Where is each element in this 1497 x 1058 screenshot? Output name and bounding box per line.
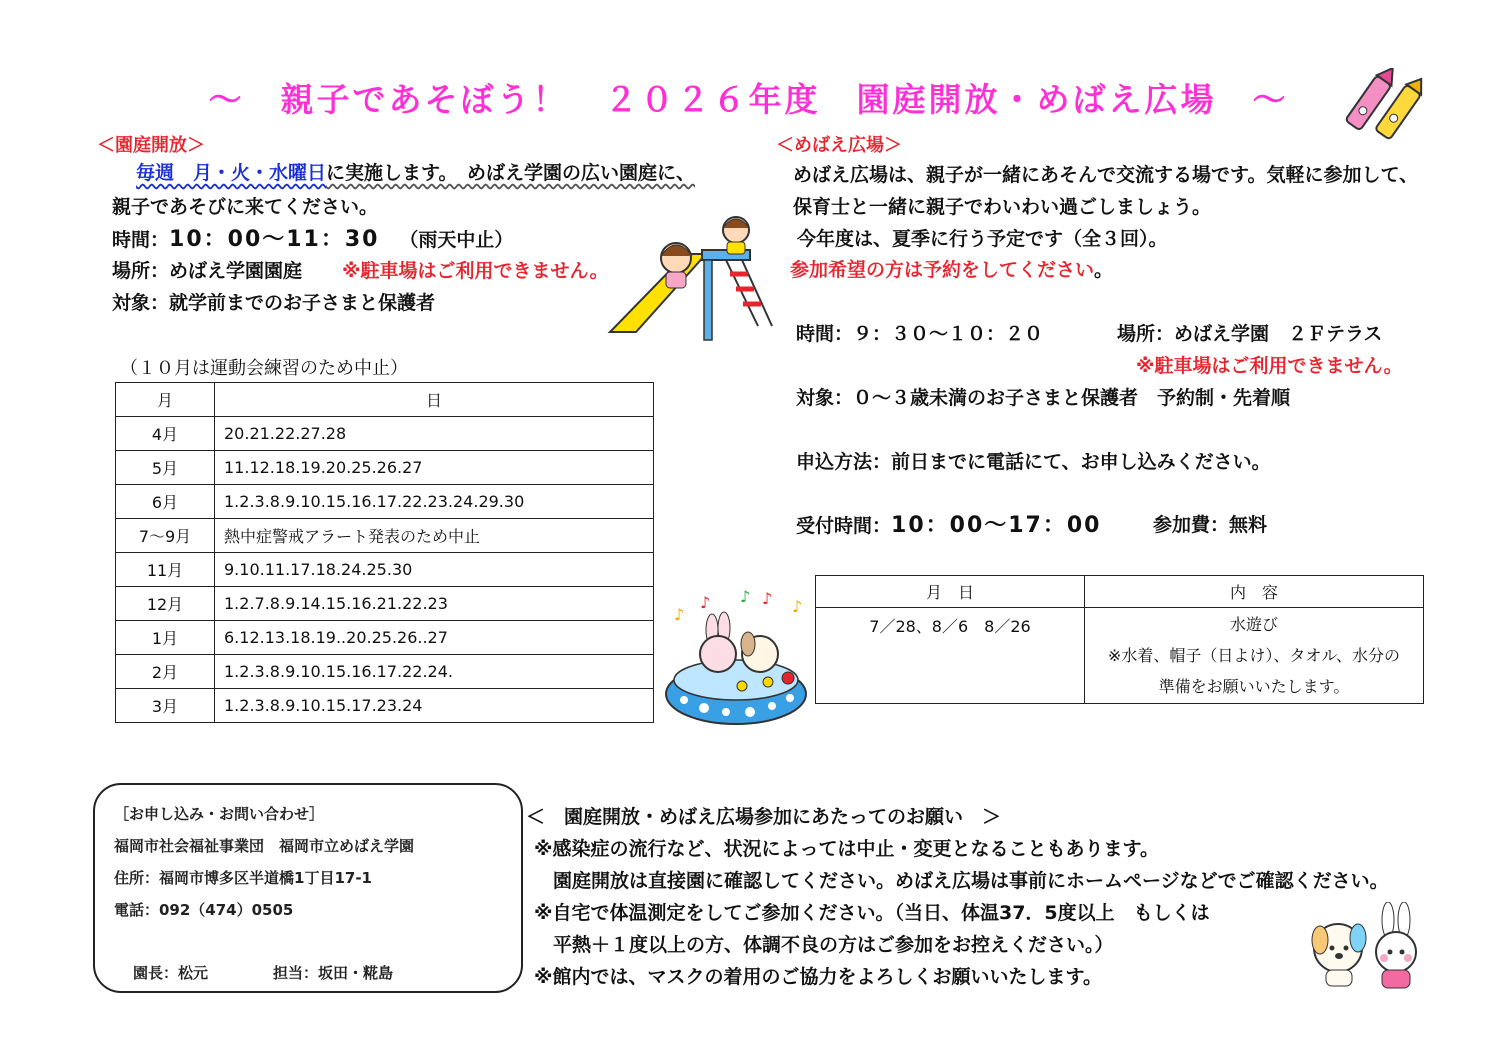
column-header-days: 日	[215, 383, 654, 417]
column-header-date: 月 日	[816, 576, 1085, 608]
contact-phone: 電話：092（474）0505	[114, 901, 294, 919]
garden-time-label: 時間：	[112, 229, 170, 251]
month-cell: 7～9月	[116, 519, 215, 553]
meb-line4-end: 。	[1094, 259, 1114, 281]
contact-staff: 担当：坂田・糀島	[273, 964, 394, 982]
meb-reception	[796, 510, 1101, 542]
month-cell: 3月	[116, 689, 215, 723]
garden-heading: ＜園庭開放＞	[97, 135, 205, 156]
month-cell: 1月	[116, 621, 215, 655]
content-line: 水遊び	[1229, 615, 1278, 634]
column-header-month: 月	[116, 383, 215, 417]
meb-parking-note: ※駐車場はご利用できません。	[1136, 355, 1403, 377]
meb-schedule-table	[815, 575, 1424, 704]
garden-place: 場所：めばえ学園園庭	[112, 260, 303, 282]
days-cell: 6.12.13.18.19..20.25.26..27	[215, 621, 654, 655]
garden-parking-note: ※駐車場はご利用できません。	[342, 260, 609, 282]
slide-children-icon	[606, 214, 786, 344]
notice-line: ※館内では、マスクの着用のご協力をよろしくお願いいたします。	[534, 966, 1102, 988]
month-cell: 12月	[116, 587, 215, 621]
garden-intro-line2: 親子であそびに来てください。	[112, 196, 379, 218]
meb-time-label: 時間：	[796, 323, 854, 345]
meb-apply: 申込方法：前日までに電話にて、お申し込みください。	[796, 451, 1271, 473]
meb-line2: 保育士と一緒に親子でわいわい過ごしましょう。	[793, 196, 1212, 218]
october-note: （１０月は運動会練習のため中止）	[120, 358, 408, 379]
date-cell: 7／28、8／6 8／26	[816, 608, 1085, 704]
meb-target: 対象：０～３歳未満のお子さまと保護者 予約制・先着順	[796, 387, 1291, 409]
pool-animals-icon	[664, 582, 814, 730]
table-row	[816, 608, 1424, 704]
dog-rabbit-icon	[1306, 902, 1426, 994]
meb-reserve-note: 参加希望の方は予約をしてください	[790, 259, 1095, 281]
month-cell: 5月	[116, 451, 215, 485]
meb-reception-value: 10：00～17：00	[891, 513, 1102, 538]
days-cell: 20.21.22.27.28	[215, 417, 654, 451]
table-row	[116, 621, 654, 655]
meb-place: 場所：めばえ学園 ２Ｆテラス	[1117, 323, 1383, 345]
content-cell	[1085, 608, 1424, 704]
meb-reception-label: 受付時間：	[796, 515, 892, 537]
meb-fee: 参加費：無料	[1153, 514, 1268, 536]
garden-intro-rest: に実施します。 めばえ学園の広い園庭に、	[326, 162, 695, 184]
table-row	[116, 485, 654, 519]
meb-heading: ＜めばえ広場＞	[776, 135, 902, 156]
svg-text:♪: ♪	[762, 589, 773, 608]
garden-schedule-table	[115, 382, 654, 723]
table-header-row	[116, 383, 654, 417]
contact-director: 園長：松元	[133, 964, 209, 982]
table-row	[116, 417, 654, 451]
svg-text:♪: ♪	[700, 593, 711, 612]
table-row	[116, 587, 654, 621]
notice-line: 園庭開放は直接園に確認してください。めばえ広場は事前にホームページなどでご確認ください。	[534, 870, 1389, 892]
days-cell: 1.2.3.8.9.10.15.16.17.22.23.24.29.30	[215, 485, 654, 519]
days-cell: 1.2.7.8.9.14.15.16.21.22.23	[215, 587, 654, 621]
garden-place-line	[112, 256, 609, 287]
table-row	[116, 553, 654, 587]
contact-org: 福岡市社会福祉事業団 福岡市立めばえ学園	[114, 837, 415, 855]
meb-time-value: ９：３０～１０：２０	[853, 323, 1044, 345]
meb-line4	[790, 255, 1113, 286]
days-cell: 1.2.3.8.9.10.15.17.23.24	[215, 689, 654, 723]
garden-rain-note: （雨天中止）	[399, 229, 514, 251]
table-row	[116, 451, 654, 485]
days-cell: 9.10.11.17.18.24.25.30	[215, 553, 654, 587]
garden-time-value: 10：00～11：30	[169, 227, 380, 252]
contact-heading: ［お申し込み・お問い合わせ］	[114, 805, 325, 823]
table-header-row	[816, 576, 1424, 608]
contact-address: 住所：福岡市博多区半道橋1丁目17-1	[114, 869, 372, 887]
meb-line1: めばえ広場は、親子が一緒にあそんで交流する場です。気軽に参加して、	[793, 164, 1419, 186]
garden-days: 毎週 月・火・水曜日	[136, 162, 327, 184]
table-row	[116, 689, 654, 723]
notice-line: ※感染症の流行など、状況によっては中止・変更となることもあります。	[534, 838, 1159, 860]
svg-text:♪: ♪	[674, 605, 685, 624]
table-row	[116, 519, 654, 553]
month-cell: 2月	[116, 655, 215, 689]
month-cell: 11月	[116, 553, 215, 587]
meb-line3: 今年度は、夏季に行う予定です（全３回）。	[797, 228, 1168, 250]
table-row	[116, 655, 654, 689]
page-title: ～ 親子であそぼう！ ２０２６年度 園庭開放・めばえ広場 ～	[208, 80, 1289, 119]
column-header-content: 内 容	[1085, 576, 1424, 608]
month-cell: 4月	[116, 417, 215, 451]
svg-text:♪: ♪	[740, 587, 751, 606]
days-cell: 11.12.18.19.20.25.26.27	[215, 451, 654, 485]
notice-heading: ＜ 園庭開放・めばえ広場参加にあたってのお願い ＞	[526, 806, 1002, 828]
content-line: ※水着、帽子（日よけ）、タオル、水分の	[1107, 646, 1401, 665]
meb-time	[796, 319, 1043, 350]
svg-text:♪: ♪	[792, 597, 803, 616]
crayons-icon	[1336, 68, 1426, 143]
garden-time	[112, 224, 513, 256]
month-cell: 6月	[116, 485, 215, 519]
notice-line: 平熱＋１度以上の方、体調不良の方はご参加をお控えください。）	[534, 934, 1114, 956]
days-cell: 熱中症警戒アラート発表のため中止	[215, 519, 654, 553]
days-cell: 1.2.3.8.9.10.15.16.17.22.24.	[215, 655, 654, 689]
garden-intro-line1	[112, 158, 695, 189]
garden-target: 対象：就学前までのお子さまと保護者	[112, 292, 436, 314]
notice-line: ※自宅で体温測定をしてご参加ください。（当日、体温37．5度以上 もしくは	[534, 902, 1210, 924]
content-line: 準備をお願いいたします。	[1158, 677, 1350, 696]
